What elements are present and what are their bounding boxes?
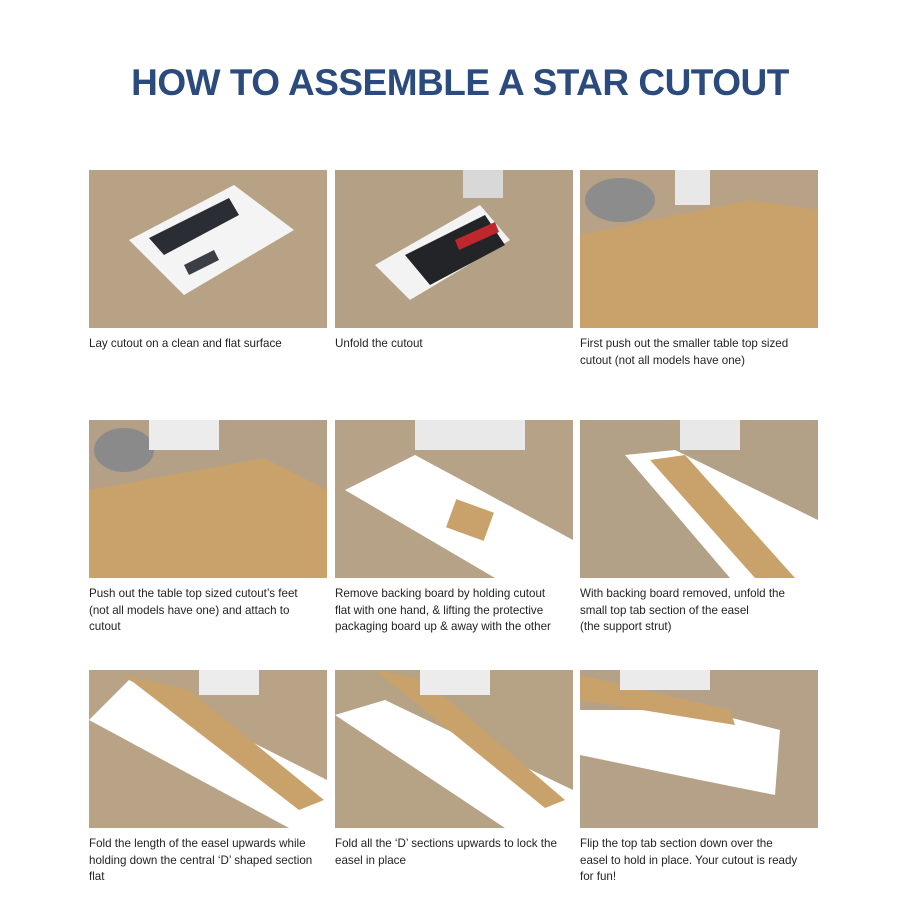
caption-line: Push out the table top sized cutout’s feet [89, 587, 298, 600]
step-8 [335, 670, 573, 869]
step-7-photo [89, 670, 327, 828]
step-4 [89, 420, 327, 636]
caption-line: small top tab section of the easel [580, 603, 749, 617]
step-8-caption [335, 836, 573, 869]
step-5-photo [335, 420, 573, 578]
step-7-caption [89, 836, 327, 886]
step-1 [89, 170, 327, 353]
caption-line: packaging board up & away with the other [335, 620, 551, 633]
step-4-caption [89, 586, 327, 636]
step-7 [89, 670, 327, 886]
step-1-caption [89, 336, 327, 353]
page-title: HOW TO ASSEMBLE A STAR CUTOUT [131, 62, 789, 103]
caption-line: Flip the top tab section down over the [580, 837, 773, 850]
caption-line: Fold the length of the easel upwards while [89, 837, 306, 850]
step-9-caption [580, 836, 818, 886]
caption-line: (not all models have one) and attach to [89, 603, 290, 617]
step-4-photo [89, 420, 327, 578]
step-9 [580, 670, 818, 886]
step-3 [580, 170, 818, 369]
step-3-photo [580, 170, 818, 328]
caption-line: holding down the central ‘D’ shaped section [89, 853, 313, 867]
caption-line: With backing board removed, unfold the [580, 587, 785, 600]
caption-line: Unfold the cutout [335, 337, 423, 350]
caption-line: Lay cutout on a clean and flat surface [89, 337, 282, 350]
caption-line: easel in place [335, 853, 406, 867]
step-5-caption [335, 586, 573, 636]
caption-line: cutout [89, 620, 121, 633]
step-1-photo [89, 170, 327, 328]
step-6 [580, 420, 818, 636]
caption-line: flat with one hand, & lifting the protective [335, 603, 544, 617]
step-2-photo [335, 170, 573, 328]
step-3-caption [580, 336, 818, 369]
caption-line: Remove backing board by holding cutout [335, 587, 546, 600]
step-6-photo [580, 420, 818, 578]
caption-line: for fun! [580, 870, 617, 883]
step-2-caption [335, 336, 573, 353]
step-9-photo [580, 670, 818, 828]
caption-line: (the support strut) [580, 620, 672, 633]
caption-line: cutout (not all models have one) [580, 353, 745, 367]
caption-line: easel to hold in place. Your cutout is ready [580, 853, 798, 867]
step-8-photo [335, 670, 573, 828]
caption-line: First push out the smaller table top sized [580, 337, 789, 350]
step-6-caption [580, 586, 818, 636]
caption-line: Fold all the ‘D’ sections upwards to lock the [335, 837, 557, 850]
step-2 [335, 170, 573, 353]
step-5 [335, 420, 573, 636]
caption-line: flat [89, 870, 105, 883]
